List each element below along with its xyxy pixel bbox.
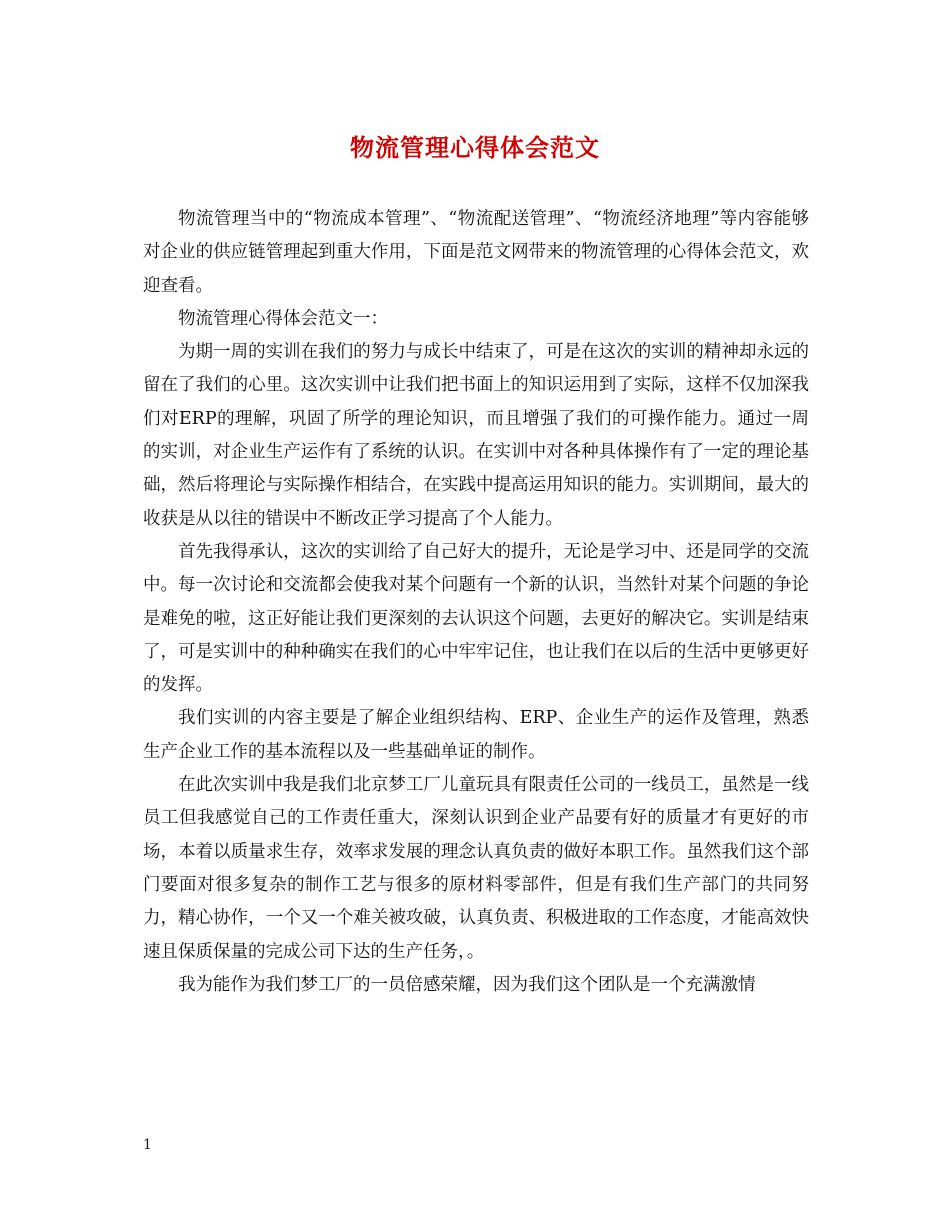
paragraph-section-heading: 物流管理心得体会范文一： — [178, 308, 388, 329]
page-number: 1 — [143, 1137, 152, 1153]
paragraph: 我们实训的内容主要是了解企业组织结构、ERP、企业生产的运作及管理，熟悉生产企业工作的基本流程以及一些基础单证的制作。 — [143, 708, 809, 762]
paragraph: 在此次实训中我是我们北京梦工厂儿童玩具有限责任公司的一线员工，虽然是一线员工但我感觉自己的工作责任重大，深刻认识到企业产品要有好的质量才有更好的市场，本着以质量求生存，效率求发展的理念认真负责的做好本职工作。虽然我们这个部门要面对很多复杂的制作工艺与很多的原材料零部件，但是有我们生产部门的共同努力，精心协作，一个又一个难关被攻破，认真负责、积极进取的工作态度，才能高效快速且保质保量的完成公司下达的生产任务，。 — [143, 775, 809, 962]
paragraph-intro: 物流管理当中的“物流成本管理”、“物流配送管理”、“物流经济地理”等内容能够对企业的供应链管理起到重大作用，下面是范文网带来的物流管理的心得体会范文，欢迎查看。 — [143, 209, 809, 296]
paragraph: 为期一周的实训在我们的努力与成长中结束了，可是在这次的实训的精神却永远的留在了我们的心里。这次实训中让我们把书面上的知识运用到了实际，这样不仅加深我们对ERP的理解，巩固了所学的理论知识，而且增强了我们的可操作能力。通过一周的实训，对企业生产运作有了系统的认识。在实训中对各种具体操作有了一定的理论基础，然后将理论与实际操作相结合，在实践中提高运用知识的能力。实训期间，最大的收获是从以往的错误中不断改正学习提高了个人能力。 — [143, 342, 809, 529]
document-body — [143, 203, 809, 1002]
document-title: 物流管理心得体会范文 — [350, 133, 600, 162]
paragraph: 我为能作为我们梦工厂的一员倍感荣耀，因为我们这个团队是一个充满激情 — [178, 974, 756, 995]
paragraph: 首先我得承认，这次的实训给了自己好大的提升，无论是学习中、还是同学的交流中。每一次讨论和交流都会使我对某个问题有一个新的认识，当然针对某个问题的争论是难免的啦，这正好能让我们更深刻的去认识这个问题，去更好的解决它。实训是结束了，可是实训中的种种确实在我们的心中牢牢记住，也让我们在以后的生活中更够更好的发挥。 — [143, 541, 809, 696]
